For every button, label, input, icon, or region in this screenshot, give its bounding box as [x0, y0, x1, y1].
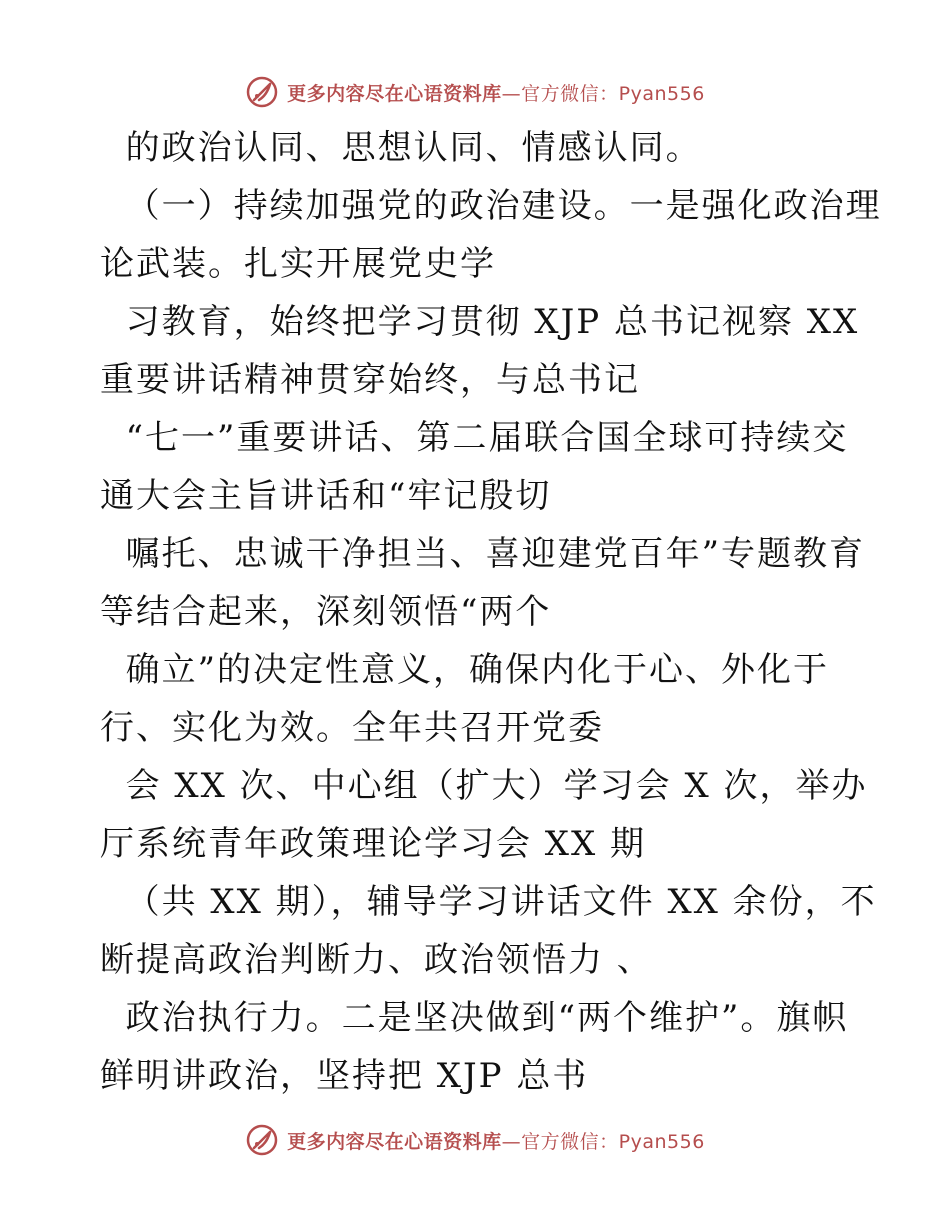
text-line: 通大会主旨讲话和“牢记殷切	[100, 476, 552, 516]
text-line: 等结合起来，深刻领悟“两个	[100, 592, 552, 632]
watermark-text: 更多内容尽在心语资料库—官方微信：Pyan556	[287, 1130, 705, 1153]
text-line: 的政治认同、思想认同、情感认同。	[100, 128, 702, 168]
text-line: 厅系统青年政策理论学习会 XX 期	[100, 824, 647, 864]
watermark-header	[0, 72, 950, 112]
text-line: 确立”的决定性意义，确保内化于心、外化于	[100, 650, 829, 690]
text-line: 政治执行力。二是坚决做到“两个维护”。旗帜	[100, 998, 849, 1038]
text-line: 会 XX 次、中心组（扩大）学习会 X 次，举办	[100, 766, 868, 806]
text-line: 嘱托、忠诚干净担当、喜迎建党百年”专题教育	[100, 534, 865, 574]
text-line: （一）持续加强党的政治建设。一是强化政治理	[100, 186, 882, 226]
text-line: “七一”重要讲话、第二届联合国全球可持续交	[100, 418, 849, 458]
quill-logo-icon	[245, 1123, 279, 1157]
text-line: 论武装。扎实开展党史学	[100, 244, 496, 284]
watermark-footer	[0, 1120, 950, 1160]
quill-logo-icon	[245, 75, 279, 109]
text-line: 重要讲话精神贯穿始终，与总书记	[100, 360, 640, 400]
text-line: 行、实化为效。全年共召开党委	[100, 708, 604, 748]
text-line: （共 XX 期），辅导学习讲话文件 XX 余份，不	[100, 882, 877, 922]
text-line: 断提高政治判断力、政治领悟力 、	[100, 940, 653, 980]
watermark-text: 更多内容尽在心语资料库—官方微信：Pyan556	[287, 82, 705, 105]
text-line: 习教育，始终把学习贯彻 XJP 总书记视察 XX	[100, 302, 860, 342]
text-line: 鲜明讲政治，坚持把 XJP 总书	[100, 1056, 589, 1096]
